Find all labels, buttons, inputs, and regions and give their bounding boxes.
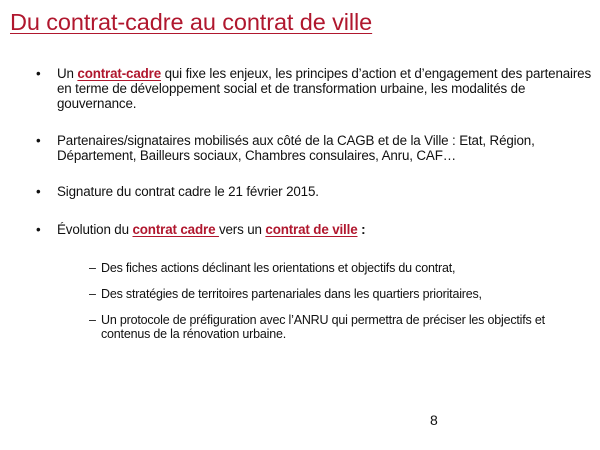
bullet-text bbox=[57, 222, 595, 237]
dash-marker: – bbox=[89, 261, 96, 275]
slide-title: Du contrat-cadre au contrat de ville bbox=[10, 9, 373, 35]
dash-marker: – bbox=[89, 287, 96, 301]
page-number: 8 bbox=[430, 412, 438, 428]
bullet-marker: • bbox=[36, 133, 41, 148]
dash-marker: – bbox=[89, 313, 96, 327]
bullet-marker: • bbox=[36, 184, 41, 199]
sub-item-text: Un protocole de préfiguration avec l’ANRU qui permettra de préciser les objectifs et contenus de la rénovation urbaine. bbox=[101, 313, 545, 342]
bullet-text bbox=[57, 66, 595, 112]
bullet-body: qui fixe les enjeux, les principes d’action et d’engagement des partenaires en terme de développement social et de transformation urbaine, les modalités de gouvernance. bbox=[57, 66, 592, 112]
bullet-prefix: Un bbox=[57, 66, 78, 81]
bullet-suffix: : bbox=[357, 222, 366, 237]
bullet-prefix: Évolution du bbox=[57, 222, 133, 237]
sub-item-text: Des stratégies de territoires partenariales dans les quartiers prioritaires, bbox=[101, 287, 482, 301]
bullet-marker: • bbox=[36, 66, 41, 81]
bullet-marker: • bbox=[36, 222, 41, 237]
highlight-contrat-de-ville: contrat de ville bbox=[265, 222, 358, 237]
bullet-text: Signature du contrat cadre le 21 février 2015. bbox=[57, 184, 319, 199]
highlight-contrat-cadre: contrat cadre bbox=[132, 222, 219, 237]
highlight-contrat-cadre: contrat-cadre bbox=[77, 66, 162, 81]
sub-item-text: Des fiches actions déclinant les orientations et objectifs du contrat, bbox=[101, 261, 456, 275]
bullet-middle: vers un bbox=[218, 222, 266, 237]
bullet-text: Partenaires/signataires mobilisés aux côté de la CAGB et de la Ville : Etat, Région, Département, Bailleurs sociaux, Chambres consulaires, Anru, CAF… bbox=[57, 133, 535, 164]
